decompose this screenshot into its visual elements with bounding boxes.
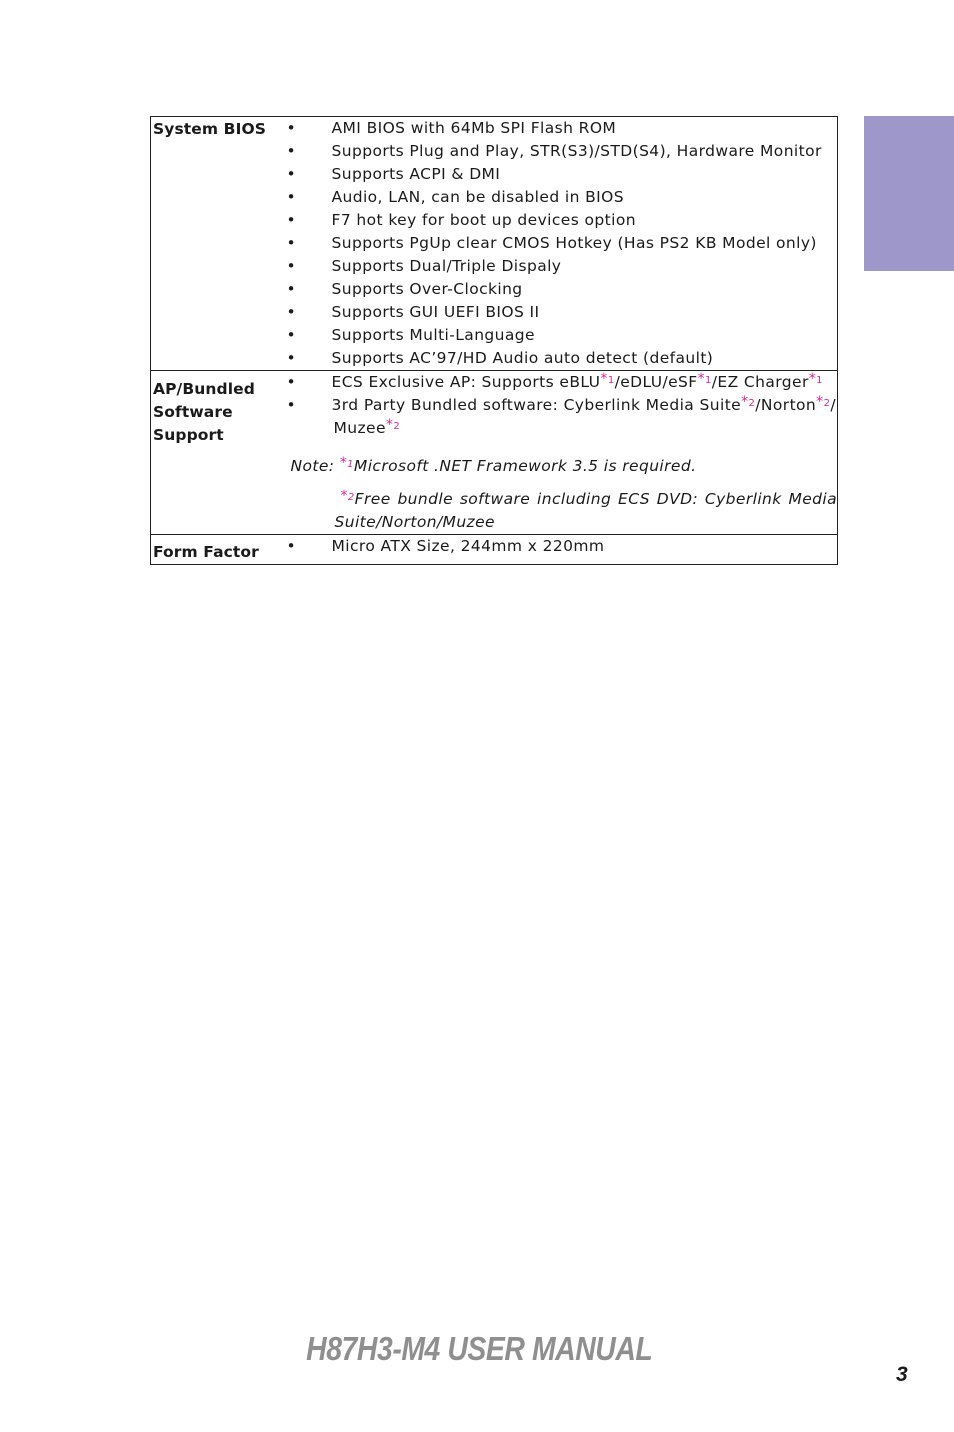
bullet: • bbox=[286, 165, 297, 183]
list-item bbox=[279, 117, 838, 140]
list-item-text: Supports Over-Clocking bbox=[331, 280, 523, 298]
bullet: • bbox=[286, 211, 297, 229]
footnote-marker: *2 bbox=[741, 394, 756, 410]
footnote-marker: *2 bbox=[340, 488, 355, 504]
list-item-text: Micro ATX Size, 244mm x 220mm bbox=[331, 537, 605, 555]
footnote-marker: *1 bbox=[697, 371, 712, 387]
bullet: • bbox=[286, 373, 297, 391]
bullet: • bbox=[286, 349, 297, 367]
manual-title: H87H3-M4 USER MANUAL bbox=[306, 1330, 653, 1367]
bullet: • bbox=[286, 234, 297, 252]
footnote-marker: *2 bbox=[816, 394, 831, 410]
bullet: • bbox=[286, 142, 297, 160]
bullet: • bbox=[286, 257, 297, 275]
list-item-text: Supports GUI UEFI BIOS II bbox=[331, 303, 540, 321]
list-item-text: Supports PgUp clear CMOS Hotkey (Has PS2 KB Model only) bbox=[331, 234, 817, 252]
list-item bbox=[279, 209, 838, 232]
bios-feature-list bbox=[279, 117, 838, 370]
list-item bbox=[279, 324, 838, 347]
footnote-marker: *2 bbox=[385, 417, 401, 433]
list-item bbox=[279, 186, 838, 209]
row-label: System BIOS bbox=[153, 120, 266, 138]
list-item-text: Supports Dual/Triple Dispaly bbox=[331, 257, 562, 275]
row-label: Form Factor bbox=[153, 543, 259, 561]
bullet: • bbox=[286, 303, 297, 321]
bullet: • bbox=[286, 188, 297, 206]
bundled-software-list bbox=[279, 371, 838, 440]
footnote-marker: *1 bbox=[808, 371, 823, 387]
form-factor-list bbox=[279, 535, 838, 558]
list-item-text: F7 hot key for boot up devices option bbox=[331, 211, 636, 229]
list-item bbox=[279, 255, 838, 278]
note-bundle: $^{*2}$Free bundle software including ECS DVD: Cyberlink Media Suite/Norton/Muzee bbox=[334, 488, 837, 531]
bullet: • bbox=[286, 326, 297, 344]
list-item bbox=[279, 535, 838, 558]
spec-table bbox=[150, 116, 838, 565]
list-item bbox=[279, 232, 838, 255]
list-item bbox=[279, 163, 838, 186]
bullet: • bbox=[286, 396, 297, 414]
list-item-text: Supports Plug and Play, STR(S3)/STD(S4), Hardware Monitor bbox=[331, 142, 822, 160]
note-dotnet: Note: $^{*1}$Microsoft .NET Framework 3.5 is required. bbox=[290, 455, 697, 475]
list-item bbox=[279, 301, 838, 324]
list-item bbox=[279, 140, 838, 163]
list-item: • 3rd Party Bundled software: Cyberlink Media Suite$^{*2}$/Norton$^{*2}$/ Muzee$^{*2}$ bbox=[286, 394, 836, 437]
bullet: • bbox=[286, 537, 297, 555]
list-item-text: AMI BIOS with 64Mb SPI Flash ROM bbox=[331, 119, 617, 137]
list-item-text: Supports AC’97/HD Audio auto detect (default) bbox=[331, 349, 714, 367]
footnote-marker: *1 bbox=[339, 455, 354, 471]
list-item: • ECS Exclusive AP: Supports eBLU$^{*1}$/eDLU/eSF$^{*1}$/EZ Charger$^{*1}$ bbox=[279, 371, 838, 394]
footnote-marker: *1 bbox=[600, 371, 615, 387]
bullet: • bbox=[286, 119, 297, 137]
list-item bbox=[279, 278, 838, 301]
list-item-text: Audio, LAN, can be disabled in BIOS bbox=[331, 188, 624, 206]
spec-row-system-bios bbox=[151, 117, 838, 371]
list-item-text: Supports Multi-Language bbox=[331, 326, 535, 344]
bullet: • bbox=[286, 280, 297, 298]
page-number: 3 bbox=[896, 1363, 908, 1386]
list-item-text: Supports ACPI & DMI bbox=[331, 165, 501, 183]
row-label: AP/Bundled Software Support bbox=[153, 380, 255, 444]
spec-row-form-factor bbox=[151, 535, 838, 565]
spec-row-ap-bundled bbox=[151, 371, 838, 535]
chapter-tab bbox=[864, 116, 954, 271]
list-item bbox=[279, 347, 838, 370]
